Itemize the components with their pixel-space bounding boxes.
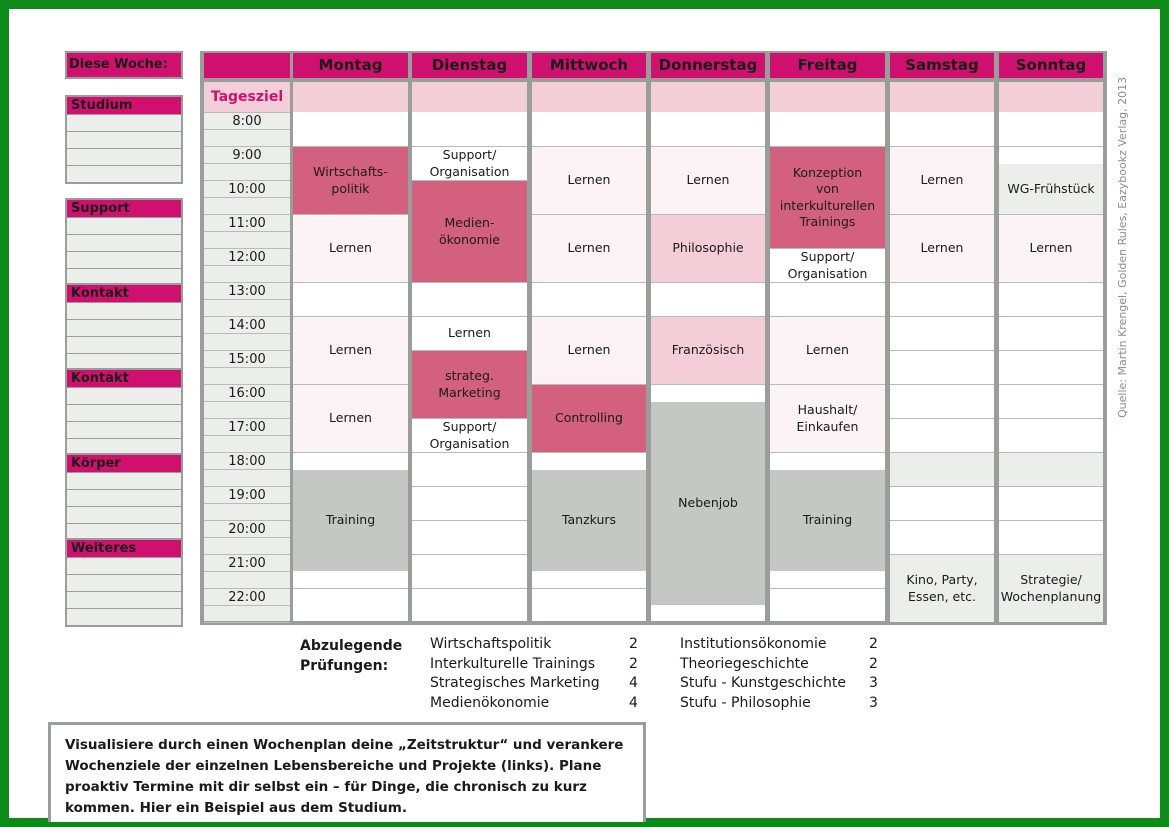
grid-line (412, 452, 527, 453)
life-area-4 (65, 368, 183, 457)
grid-line (999, 520, 1103, 521)
day-goal-field[interactable] (532, 82, 646, 112)
time-label: 14:00 (228, 318, 266, 333)
time-label: 11:00 (228, 216, 266, 231)
day-goal-field[interactable] (999, 82, 1103, 112)
grid-line (999, 418, 1103, 419)
event-fri-2[interactable]: Support/ Organisation (770, 249, 885, 282)
exam-count: 2 (629, 655, 638, 672)
life-area-row[interactable] (67, 387, 181, 404)
life-area-2 (65, 198, 183, 287)
day-goal-field[interactable] (890, 82, 994, 112)
exam-name: Wirtschaftspolitik (430, 636, 552, 652)
week-label: Diese Woche: (65, 51, 183, 79)
life-area-row[interactable] (67, 148, 181, 165)
day-header: Montag (293, 53, 408, 78)
day-header: Freitag (770, 53, 885, 78)
event-tue-2[interactable]: Medien- ökonomie (412, 181, 527, 282)
day-goal-field[interactable] (770, 82, 885, 112)
life-area-row[interactable] (67, 217, 181, 234)
exam-count: 2 (869, 636, 878, 652)
event-tue-3[interactable]: Lernen (412, 317, 527, 350)
exam-count: 4 (629, 694, 638, 711)
event-mon-1[interactable]: Wirtschafts- politik (293, 147, 408, 214)
grid-line (293, 588, 408, 589)
exam-count: 3 (869, 694, 878, 711)
grid-line (412, 520, 527, 521)
grid-line (651, 384, 765, 385)
event-thu-1[interactable]: Lernen (651, 147, 765, 214)
time-label: 10:00 (228, 182, 266, 197)
event-thu-4[interactable]: Nebenjob (651, 402, 765, 605)
grid-line (999, 350, 1103, 351)
life-area-row[interactable] (67, 336, 181, 353)
life-area-1 (65, 95, 183, 184)
grid-line (999, 486, 1103, 487)
event-thu-3[interactable]: Französisch (651, 317, 765, 384)
event-fri-4[interactable]: Haushalt/ Einkaufen (770, 385, 885, 452)
life-area-row[interactable] (67, 114, 181, 131)
grid-line (532, 282, 646, 283)
exam-name: Interkulturelle Trainings (430, 655, 596, 672)
grid-line (890, 520, 994, 521)
event-wed-5[interactable]: Tanzkurs (532, 470, 646, 571)
exam-name: Theoriegeschichte (680, 655, 809, 672)
life-area-row[interactable] (67, 165, 181, 182)
life-area-title: Studium (67, 97, 181, 114)
grid-line (412, 282, 527, 283)
exam-count: 3 (869, 675, 878, 691)
weekly-schedule (200, 51, 1107, 625)
grid-line (890, 350, 994, 351)
time-label: 20:00 (228, 522, 266, 537)
life-area-title: Support (67, 200, 181, 217)
life-area-row[interactable] (67, 557, 181, 574)
time-label: 8:00 (232, 114, 262, 129)
time-label: 18:00 (228, 454, 266, 469)
life-area-row[interactable] (67, 421, 181, 438)
grid-line (412, 486, 527, 487)
exam-name: Stufu - Kunstgeschichte (680, 675, 846, 691)
grid-line (293, 282, 408, 283)
grid-line (999, 316, 1103, 317)
weekend-band (999, 452, 1103, 486)
life-area-row[interactable] (67, 574, 181, 591)
life-area-row[interactable] (67, 404, 181, 421)
life-area-title: Kontakt (67, 370, 181, 387)
goal-label: Tagesziel (204, 82, 290, 112)
time-label: 17:00 (228, 420, 266, 435)
time-label: 15:00 (228, 352, 266, 367)
event-sun-3[interactable]: Strategie/ Wochenplanung (999, 555, 1103, 622)
time-label: 12:00 (228, 250, 266, 265)
exam-name: Stufu - Philosophie (680, 694, 811, 711)
event-wed-1[interactable]: Lernen (532, 147, 646, 214)
exam-count: 4 (629, 675, 638, 691)
day-header: Sonntag (999, 53, 1103, 78)
grid-line (890, 316, 994, 317)
weekend-band (890, 452, 994, 486)
time-label: 21:00 (228, 556, 266, 571)
life-area-3 (65, 283, 183, 372)
source-credit: Quelle: Martin Krengel, Golden Rules, Eazybookz Verlag, 2013 (1116, 76, 1129, 418)
day-header: Mittwoch (532, 53, 646, 78)
exams-label: Abzulegende Prüfungen: (300, 638, 403, 674)
event-fri-5[interactable]: Training (770, 470, 885, 571)
life-area-row[interactable] (67, 131, 181, 148)
grid-line (412, 554, 527, 555)
exam-count: 2 (629, 636, 638, 652)
grid-line (890, 384, 994, 385)
grid-line (770, 282, 885, 283)
event-tue-5[interactable]: Support/ Organisation (412, 419, 527, 452)
exam-name: Strategisches Marketing (430, 675, 600, 691)
grid-line (999, 282, 1103, 283)
instruction-note: Visualisiere durch einen Wochenplan deine „Zeitstruktur“ und verankere Wochenziele der einzelnen Lebensbereiche und Projekte (links). Plane proaktiv Termine mit dir selbst ein – für Dinge, die chronisch zu kurz kommen. Hier ein Beispiel aus dem Studium. (48, 722, 646, 822)
grid-line (890, 486, 994, 487)
event-mon-4[interactable]: Lernen (293, 385, 408, 452)
day-goal-field[interactable] (651, 82, 765, 112)
grid-line (532, 452, 646, 453)
grid-line (999, 452, 1103, 453)
life-area-title: Weiteres (67, 540, 181, 557)
grid-line (890, 418, 994, 419)
exam-name: Medienökonomie (430, 694, 550, 711)
event-mon-5[interactable]: Training (293, 470, 408, 571)
header-corner (204, 53, 290, 78)
life-area-row[interactable] (67, 234, 181, 251)
life-area-row[interactable] (67, 302, 181, 319)
day-header: Samstag (890, 53, 994, 78)
time-column (204, 112, 290, 621)
life-area-row[interactable] (67, 608, 181, 625)
life-area-5 (65, 453, 183, 542)
life-area-row[interactable] (67, 591, 181, 608)
time-label: 13:00 (228, 284, 266, 299)
event-wed-3[interactable]: Lernen (532, 317, 646, 384)
life-area-row[interactable] (67, 506, 181, 523)
time-label: 16:00 (228, 386, 266, 401)
grid-line (999, 146, 1103, 147)
life-area-title: Körper (67, 455, 181, 472)
day-header: Donnerstag (651, 53, 765, 78)
grid-line (999, 384, 1103, 385)
time-label: 19:00 (228, 488, 266, 503)
time-label: 22:00 (228, 590, 266, 605)
event-wed-4[interactable]: Controlling (532, 385, 646, 452)
life-area-row[interactable] (67, 489, 181, 506)
time-label: 9:00 (232, 148, 262, 163)
event-sat-3[interactable]: Kino, Party, Essen, etc. (890, 555, 994, 622)
day-goal-field[interactable] (412, 82, 527, 112)
event-sat-1[interactable]: Lernen (890, 147, 994, 214)
life-area-title: Kontakt (67, 285, 181, 302)
life-area-row[interactable] (67, 251, 181, 268)
exam-name: Institutionsökonomie (680, 636, 827, 652)
grid-line (412, 588, 527, 589)
grid-line (532, 588, 646, 589)
event-mon-2[interactable]: Lernen (293, 215, 408, 282)
grid-line (890, 282, 994, 283)
event-mon-3[interactable]: Lernen (293, 317, 408, 384)
grid-line (890, 452, 994, 453)
event-tue-4[interactable]: strateg. Marketing (412, 351, 527, 418)
event-thu-2[interactable]: Philosophie (651, 215, 765, 282)
event-sun-2[interactable]: Lernen (999, 215, 1103, 282)
event-sun-1[interactable]: WG-Frühstück (999, 164, 1103, 214)
event-wed-2[interactable]: Lernen (532, 215, 646, 282)
event-tue-1[interactable]: Support/ Organisation (412, 147, 527, 180)
grid-line (770, 588, 885, 589)
event-fri-3[interactable]: Lernen (770, 317, 885, 384)
event-fri-1[interactable]: Konzeption von interkulturellen Trainings (770, 147, 885, 248)
grid-line (770, 452, 885, 453)
day-goal-field[interactable] (293, 82, 408, 112)
life-area-row[interactable] (67, 319, 181, 336)
grid-line (293, 452, 408, 453)
life-area-6 (65, 538, 183, 627)
life-area-row[interactable] (67, 472, 181, 489)
grid-line (651, 282, 765, 283)
exam-count: 2 (869, 655, 878, 672)
day-header: Dienstag (412, 53, 527, 78)
event-sat-2[interactable]: Lernen (890, 215, 994, 282)
